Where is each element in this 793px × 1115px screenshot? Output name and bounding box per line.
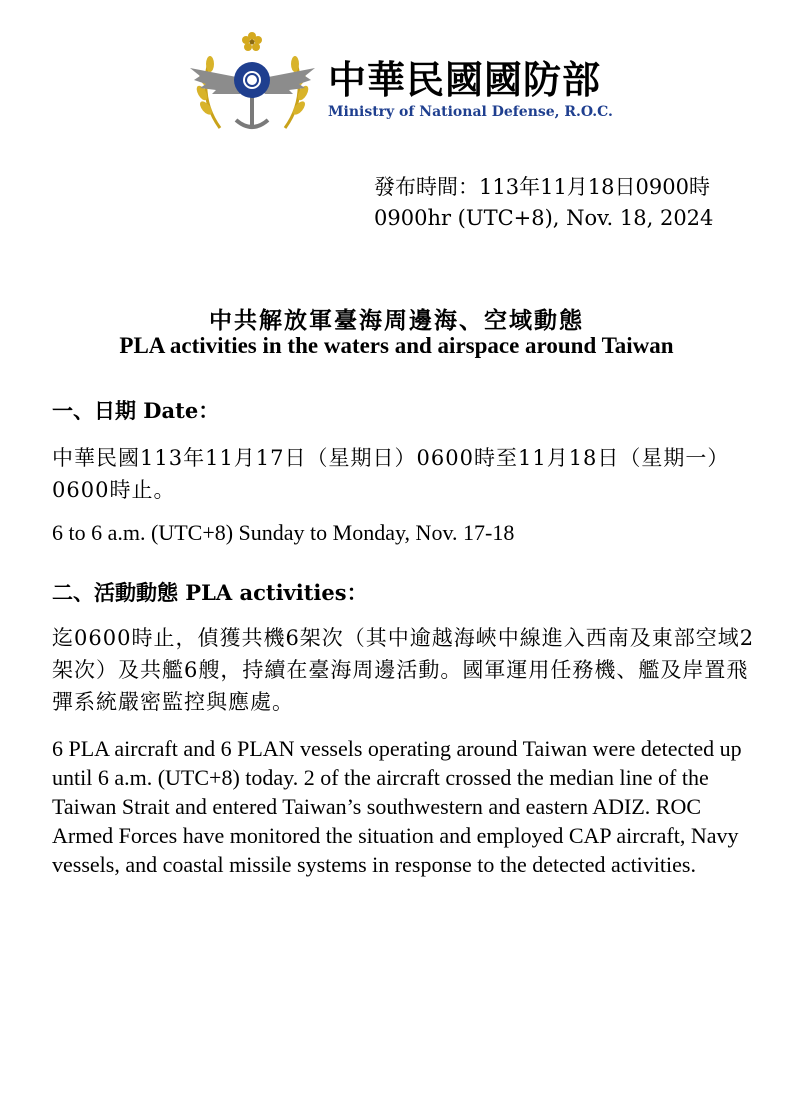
section-2-text-en: 6 PLA aircraft and 6 PLAN vessels operating around Taiwan were detected up until 6 a.m. (UTC+8) today. 2 of the aircraft crossed the median line of the Taiwan Strait and entered Taiwan’s southwestern and eastern ADIZ. ROC Armed Forces have monitored the situation and employed CAP aircraft, Navy vessels, and coastal missile systems in response to the detected activities. xyxy=(52,736,742,877)
mnd-emblem-icon xyxy=(180,28,325,138)
section-2-heading: 二、活動動態 PLA activities： xyxy=(52,580,368,605)
title-zh: 中共解放軍臺海周邊海、空域動態 xyxy=(209,307,584,334)
section-1-text-en: 6 to 6 a.m. (UTC+8) Sunday to Monday, Nov. 17-18 xyxy=(52,520,515,545)
title-en: PLA activities in the waters and airspace around Taiwan xyxy=(119,333,674,358)
org-name-zh: 中華民國國防部 xyxy=(328,57,602,102)
section-2-text-zh: 迄0600時止，偵獲共機6架次（其中逾越海峽中線進入西南及東部空域2架次）及共艦6艘，持續在臺海周邊活動。國軍運用任務機、艦及岸置飛彈系統嚴密監控與應處。 xyxy=(52,626,755,714)
release-time-zh: 發布時間：113年11月18日0900時 xyxy=(374,175,710,199)
section-1-text-zh: 中華民國113年11月17日（星期日）0600時至11月18日（星期一）0600時止。 xyxy=(52,446,730,502)
release-time xyxy=(374,172,713,234)
section-1-heading: 一、日期 Date： xyxy=(52,398,220,423)
letterhead xyxy=(180,28,640,138)
org-name-en: Ministry of National Defense, R.O.C. xyxy=(328,104,613,120)
release-time-en: 0900hr (UTC+8), Nov. 18, 2024 xyxy=(374,206,714,230)
